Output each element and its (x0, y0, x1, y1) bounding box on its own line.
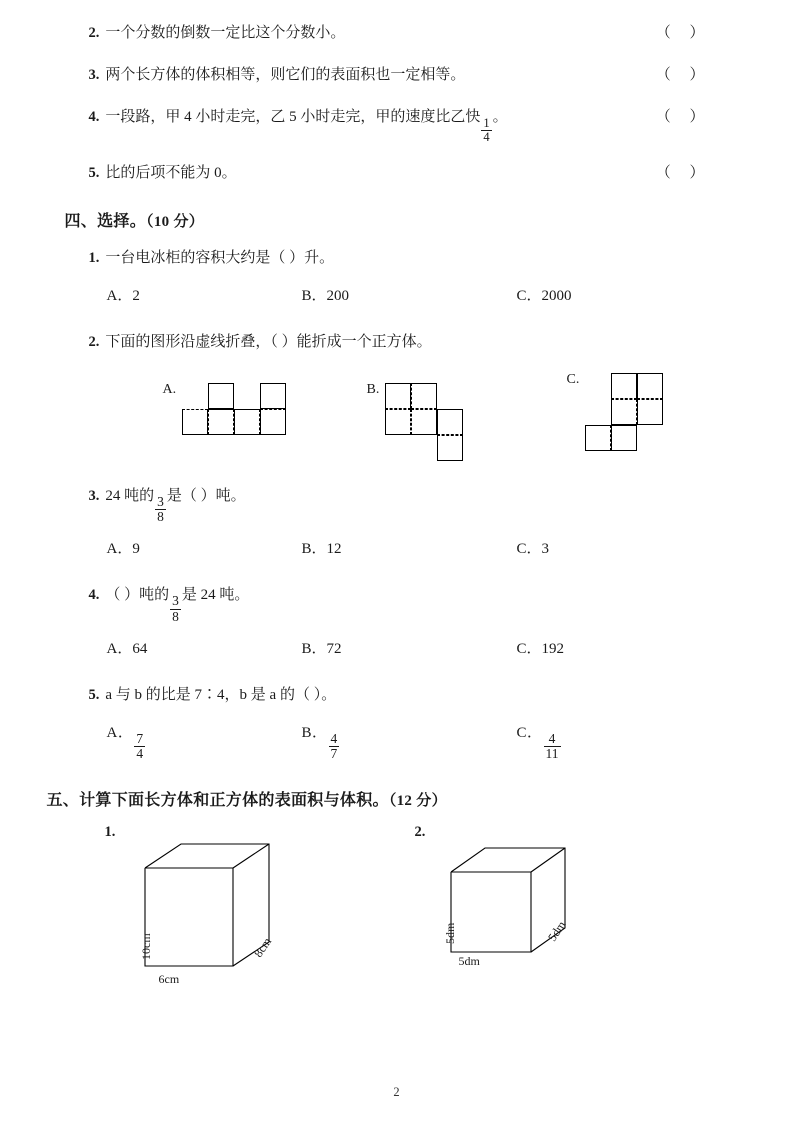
item-text-part-a: 一段路，甲 4 小时走完，乙 5 小时走完，甲的速度比乙快 (105, 109, 481, 125)
fraction-numerator: 7 (136, 730, 144, 746)
fraction-numerator: 4 (548, 730, 556, 746)
solid-figures (47, 824, 747, 999)
fraction (155, 495, 166, 524)
net-cell (208, 383, 234, 409)
question-text-part-a: 24 吨的 (105, 487, 155, 504)
question-text: a 与 b 的比是 7∶4，b 是 a 的（ ）。 (105, 686, 337, 703)
question-2 (47, 329, 747, 355)
option-b[interactable]: B．200 (301, 287, 350, 304)
question-text-part-b: 是 24 吨。 (181, 587, 250, 604)
question-5-options (47, 718, 747, 761)
net-cell (411, 409, 437, 435)
option-c[interactable]: C．2000 (516, 287, 572, 304)
question-text: 一台电冰柜的容积大约是（ ）升。 (105, 249, 335, 266)
figure-number: 1. (104, 824, 116, 841)
height-label: 10cm (138, 933, 153, 961)
fraction-numerator: 1 (483, 115, 490, 130)
true-false-list (47, 20, 747, 186)
figure-number: 2. (414, 824, 426, 841)
item-text: 一个分数的倒数一定比这个分数小。 (105, 25, 346, 41)
item-text: 两个长方体的体积相等，则它们的表面积也一定相等。 (105, 67, 466, 83)
net-cell (611, 373, 637, 399)
option-b[interactable]: B．72 (301, 640, 342, 657)
net-cell (637, 399, 663, 425)
fraction (544, 732, 561, 761)
question-number: 2. (88, 333, 100, 350)
section-five-heading (47, 787, 747, 810)
option-a[interactable]: A．64 (106, 640, 148, 657)
fraction-denominator: 4 (483, 129, 490, 144)
item-number: 3. (88, 67, 100, 83)
question-4-options (47, 634, 747, 664)
answer-parentheses[interactable]: （ ） (655, 109, 705, 125)
net-figures (47, 365, 747, 465)
question-1-options (47, 281, 747, 311)
question-text: 下面的图形沿虚线折叠，（ ）能折成一个正方体。 (105, 333, 432, 350)
question-text-part-a: （ ）吨的 (105, 587, 170, 604)
fraction (134, 732, 145, 761)
fraction-numerator: 3 (172, 593, 179, 609)
width-label: 5dm (458, 954, 480, 969)
section-four-points: （10 分） (146, 213, 205, 230)
option-c[interactable]: C．192 (516, 640, 565, 657)
solid-figure-2 (377, 824, 637, 999)
fraction-denominator: 4 (136, 745, 144, 761)
question-text-part-b: 是（ ）吨。 (166, 487, 246, 504)
page-content (47, 0, 747, 999)
option-b[interactable] (302, 718, 517, 761)
fraction-denominator: 8 (157, 509, 164, 525)
solid-figure-1 (65, 824, 325, 999)
width-label: 6cm (158, 972, 180, 987)
net-figure-b (367, 383, 466, 461)
section-four-heading (65, 208, 747, 231)
answer-parentheses[interactable]: （ ） (655, 67, 705, 83)
option-a[interactable]: A．9 (106, 541, 140, 558)
net-label-b: B. (366, 381, 380, 397)
height-label: 5dm (442, 922, 457, 945)
rectangular-prism-drawing (105, 838, 335, 998)
net-cell (234, 409, 260, 435)
item-number: 2. (88, 25, 100, 41)
option-a-label: A． (106, 724, 134, 741)
net-figure-c (567, 373, 666, 453)
depth-label: 8cm (250, 934, 274, 960)
list-item (47, 104, 747, 144)
list-item (47, 160, 747, 186)
net-cell (637, 373, 663, 399)
question-text (105, 483, 746, 524)
fraction-denominator: 11 (545, 745, 559, 761)
list-item (47, 62, 747, 88)
question-3-options (47, 534, 747, 564)
net-cell (385, 409, 411, 435)
page-number: 2 (393, 1085, 400, 1099)
question-3 (47, 483, 747, 524)
net-label-c: C. (566, 371, 580, 387)
net-cell (611, 425, 637, 451)
fraction (481, 117, 491, 144)
section-five-title: 五、计算下面长方体和正方体的表面积与体积。 (46, 792, 389, 810)
net-cell (260, 409, 286, 435)
net-cell (182, 409, 208, 435)
fraction-numerator: 4 (330, 730, 338, 746)
fraction (329, 732, 340, 761)
section-five-points: （12 分） (388, 793, 447, 810)
option-c[interactable] (517, 718, 562, 761)
item-text (105, 104, 655, 144)
fraction-denominator: 7 (330, 745, 338, 761)
option-c-label: C． (516, 724, 543, 741)
question-number: 1. (88, 249, 100, 266)
answer-parentheses[interactable]: （ ） (655, 25, 705, 41)
fraction-numerator: 3 (157, 493, 164, 509)
depth-label: 5dm (544, 918, 569, 944)
option-c[interactable]: C．3 (516, 541, 550, 558)
answer-parentheses[interactable]: （ ） (655, 164, 705, 181)
net-grid-a (182, 383, 288, 437)
item-number: 5. (88, 164, 100, 181)
item-number: 4. (88, 109, 100, 125)
net-cell (437, 435, 463, 461)
net-label-a: A. (162, 381, 177, 397)
question-number: 4. (88, 587, 100, 604)
net-figure-a (163, 383, 289, 437)
net-grid-b (385, 383, 465, 461)
question-4 (47, 582, 747, 623)
question-number: 3. (88, 487, 100, 504)
net-cell (611, 399, 637, 425)
net-grid-c (585, 373, 665, 453)
question-5 (47, 682, 747, 708)
option-b[interactable]: B．12 (301, 541, 342, 558)
list-item (47, 20, 747, 46)
question-number: 5. (88, 686, 100, 703)
net-cell (385, 383, 411, 409)
fraction (170, 594, 181, 623)
net-cell (260, 383, 286, 409)
question-1 (47, 245, 747, 271)
item-text: 比的后项不能为 0。 (105, 164, 237, 181)
item-text-part-b: 。 (492, 109, 508, 125)
fraction-denominator: 8 (172, 608, 179, 624)
net-cell (437, 409, 463, 435)
net-cell (585, 425, 611, 451)
net-cell (411, 383, 437, 409)
option-b-label: B． (301, 724, 328, 741)
option-a[interactable] (107, 718, 302, 761)
section-four-title: 四、选择。 (64, 212, 147, 230)
option-a[interactable]: A．2 (106, 287, 140, 304)
net-cell (208, 409, 234, 435)
question-text (105, 582, 746, 623)
